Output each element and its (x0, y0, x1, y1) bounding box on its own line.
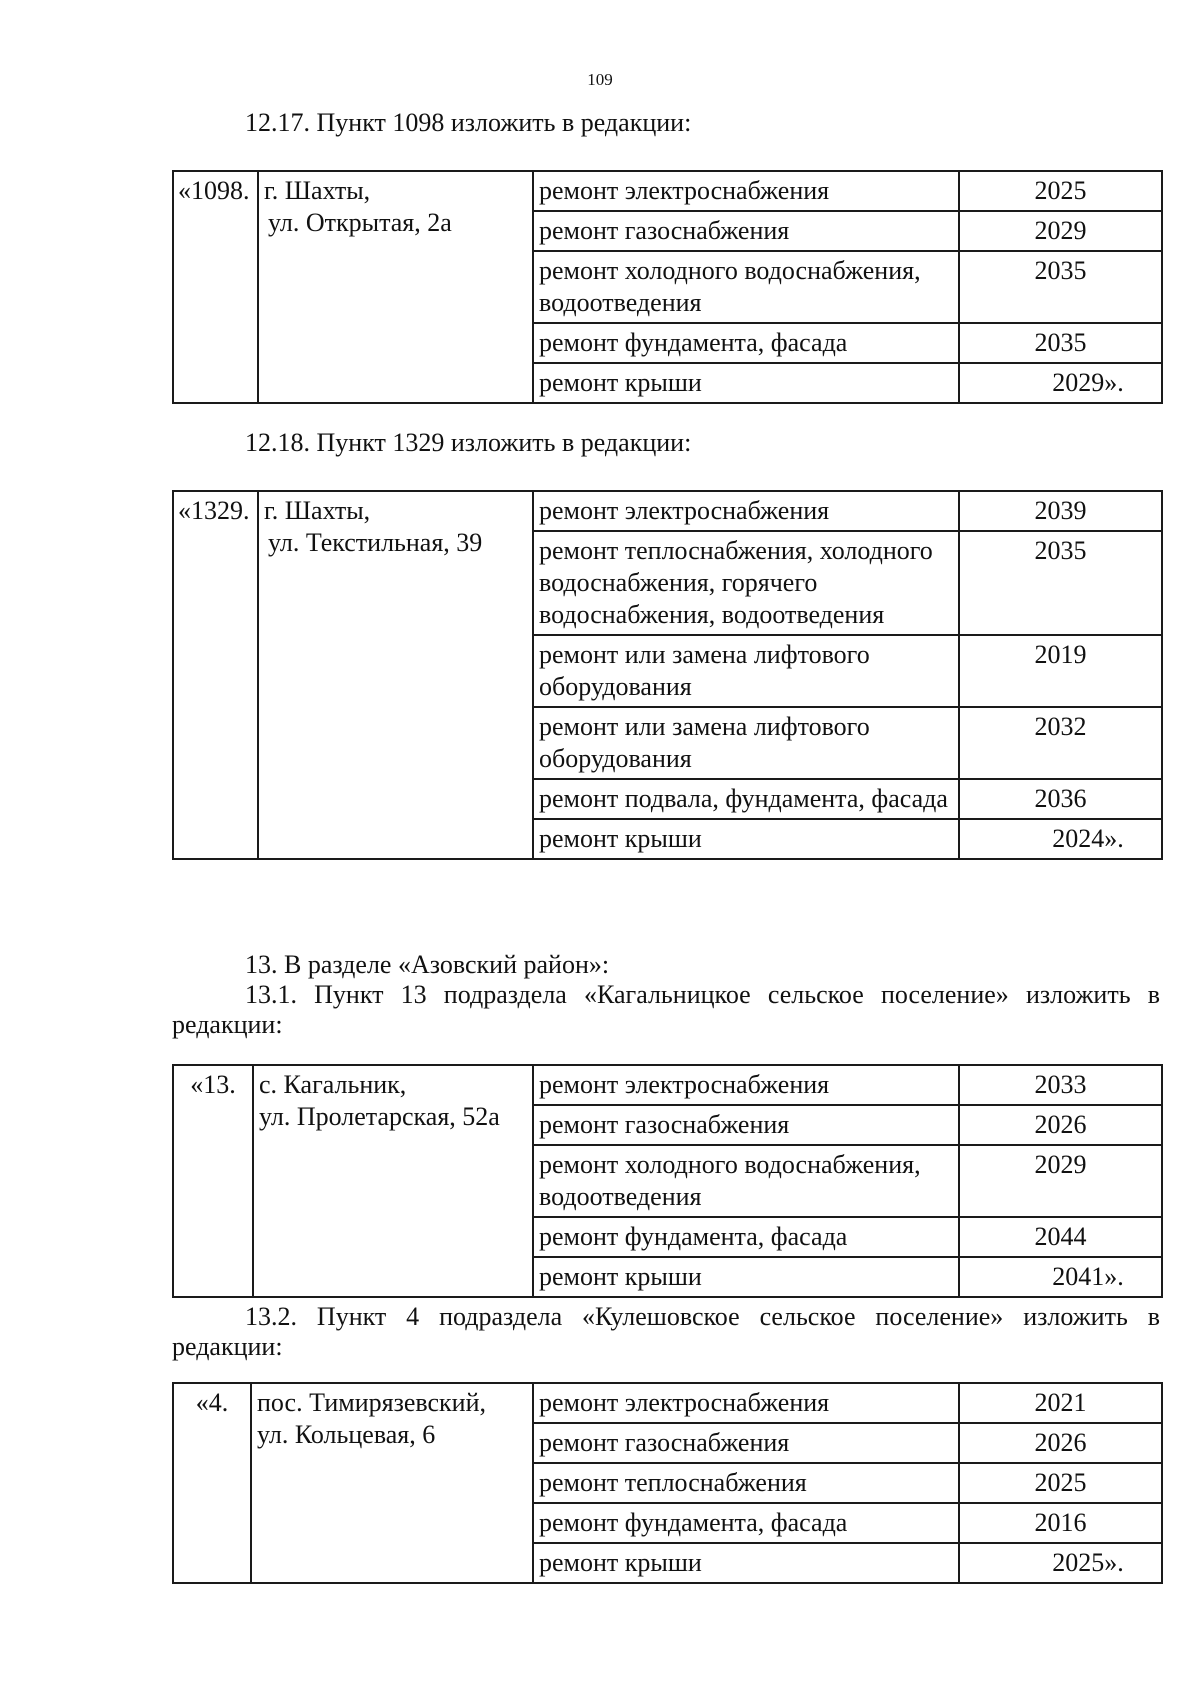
work-type: ремонт холодного водоснабжения, водоотведения (533, 251, 959, 323)
work-type: ремонт теплоснабжения (533, 1463, 959, 1503)
work-year: 2025». (959, 1543, 1162, 1583)
work-type: ремонт крыши (533, 1257, 959, 1297)
address-cell (253, 1065, 533, 1297)
section-heading-13: 13. В разделе «Азовский район»: (245, 950, 610, 979)
item-number: «4. (173, 1383, 251, 1583)
work-year: 2032 (959, 707, 1162, 779)
work-year: 2021 (959, 1383, 1162, 1423)
work-type: ремонт крыши (533, 363, 959, 403)
work-type: ремонт электроснабжения (533, 491, 959, 531)
work-year: 2024». (959, 819, 1162, 859)
address-street: ул. Пролетарская, 52а (259, 1102, 500, 1131)
table-1329 (172, 490, 1163, 860)
work-year: 2035 (959, 531, 1162, 635)
work-year: 2029». (959, 363, 1162, 403)
section-heading-13-2: 13.2. Пункт 4 подраздела «Кулешовское сельское поселение» изложить в редакции: (172, 1302, 1160, 1361)
work-year: 2036 (959, 779, 1162, 819)
work-type: ремонт или замена лифтового оборудования (533, 635, 959, 707)
work-type: ремонт электроснабжения (533, 1383, 959, 1423)
address-cell (251, 1383, 533, 1583)
work-type: ремонт подвала, фундамента, фасада (533, 779, 959, 819)
work-type: ремонт крыши (533, 1543, 959, 1583)
work-year: 2016 (959, 1503, 1162, 1543)
table-row (173, 491, 1162, 531)
work-type: ремонт газоснабжения (533, 211, 959, 251)
work-year: 2035 (959, 323, 1162, 363)
page-number: 109 (587, 70, 613, 89)
work-type: ремонт фундамента, фасада (533, 323, 959, 363)
address-street: ул. Открытая, 2а (268, 208, 452, 237)
work-type: ремонт крыши (533, 819, 959, 859)
address-city: г. Шахты, (264, 496, 371, 525)
section-heading-1098: 12.17. Пункт 1098 изложить в редакции: (245, 108, 692, 137)
work-type: ремонт электроснабжения (533, 1065, 959, 1105)
work-type: ремонт газоснабжения (533, 1423, 959, 1463)
address-city: с. Кагальник, (259, 1070, 407, 1099)
section-heading-1329: 12.18. Пункт 1329 изложить в редакции: (245, 428, 692, 457)
address-cell (258, 171, 533, 403)
work-year: 2041». (959, 1257, 1162, 1297)
work-year: 2026 (959, 1105, 1162, 1145)
item-number: «1098. (173, 171, 258, 403)
work-type: ремонт фундамента, фасада (533, 1217, 959, 1257)
address-street: ул. Текстильная, 39 (268, 528, 483, 557)
work-type: ремонт электроснабжения (533, 171, 959, 211)
work-year: 2039 (959, 491, 1162, 531)
work-year: 2029 (959, 211, 1162, 251)
work-year: 2025 (959, 1463, 1162, 1503)
address-cell (258, 491, 533, 859)
section-heading-13-1: 13.1. Пункт 13 подраздела «Кагальницкое сельское поселение» изложить в редакции: (172, 980, 1160, 1039)
work-type: ремонт фундамента, фасада (533, 1503, 959, 1543)
address-street: ул. Кольцевая, 6 (257, 1420, 436, 1449)
table-row (173, 1065, 1162, 1105)
table-4 (172, 1382, 1163, 1584)
work-year: 2026 (959, 1423, 1162, 1463)
work-type: ремонт теплоснабжения, холодного водоснабжения, горячего водоснабжения, водоотведения (533, 531, 959, 635)
table-13 (172, 1064, 1163, 1298)
work-year: 2044 (959, 1217, 1162, 1257)
address-city: г. Шахты, (264, 176, 371, 205)
item-number: «1329. (173, 491, 258, 859)
work-year: 2019 (959, 635, 1162, 707)
table-1098 (172, 170, 1163, 404)
item-number: «13. (173, 1065, 253, 1297)
work-year: 2029 (959, 1145, 1162, 1217)
work-year: 2033 (959, 1065, 1162, 1105)
work-type: ремонт газоснабжения (533, 1105, 959, 1145)
table-row (173, 171, 1162, 211)
work-type: ремонт холодного водоснабжения, водоотведения (533, 1145, 959, 1217)
work-year: 2035 (959, 251, 1162, 323)
table-row (173, 1383, 1162, 1423)
work-type: ремонт или замена лифтового оборудования (533, 707, 959, 779)
work-year: 2025 (959, 171, 1162, 211)
address-city: пос. Тимирязевский, (257, 1388, 487, 1417)
